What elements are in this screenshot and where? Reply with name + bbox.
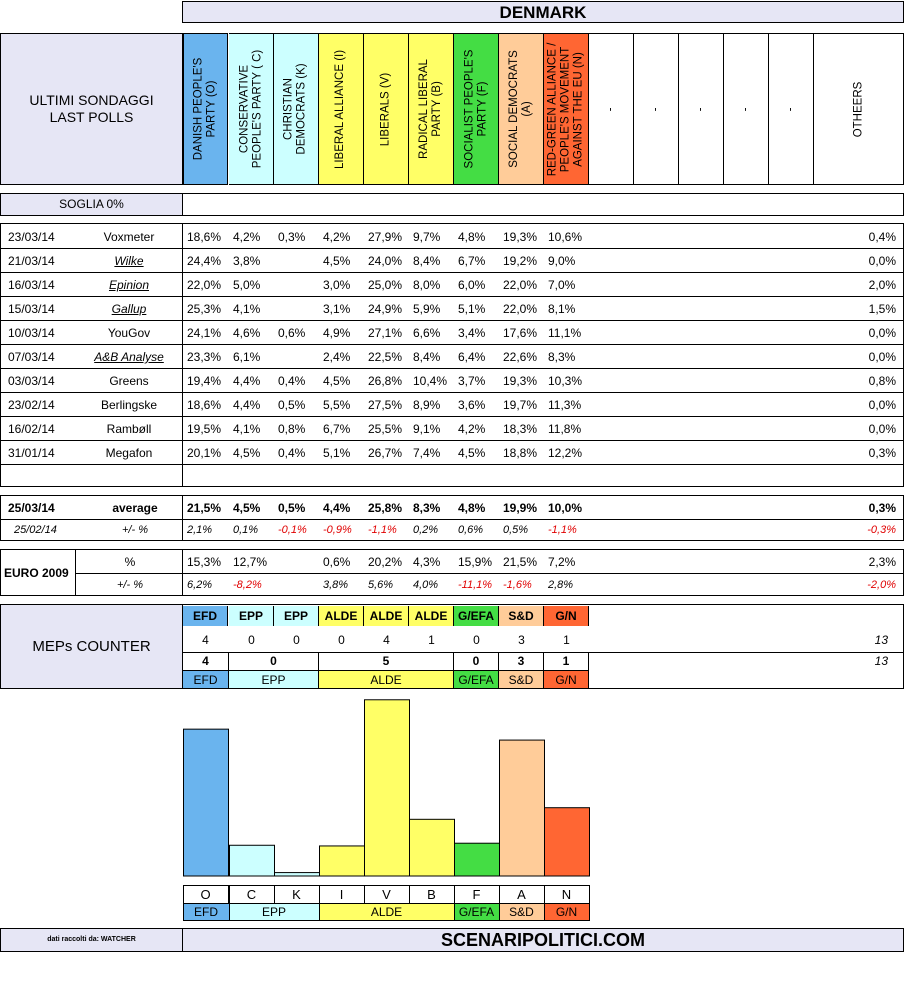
average-others: 0,3% <box>868 501 896 515</box>
chart-bar-F <box>455 843 500 876</box>
euro-value-0: 15,3% <box>187 555 222 569</box>
poll-value-0: 23,3% <box>187 350 222 364</box>
chart-group-label: ALDE <box>370 905 403 919</box>
poll-value-8: 8,3% <box>548 350 576 364</box>
poll-value-7: 19,7% <box>503 398 538 412</box>
average-diff-6: 0,6% <box>458 524 484 536</box>
chart-bar-C <box>230 845 275 876</box>
euro-diff-3: 3,8% <box>323 579 349 591</box>
last-polls-header <box>0 33 183 185</box>
poll-value-0: 24,4% <box>187 254 222 268</box>
poll-value-2: 0,4% <box>278 374 306 388</box>
poll-value-2: 0,6% <box>278 326 306 340</box>
header-line-1: ULTIMI SONDAGGI <box>29 92 154 108</box>
poll-value-3: 3,1% <box>323 302 351 316</box>
poll-value-4: 22,5% <box>368 350 403 364</box>
poll-source: YouGov <box>107 326 151 340</box>
euro-value-5: 4,3% <box>413 555 441 569</box>
poll-value-5: 8,0% <box>413 278 441 292</box>
euro-value-1: 12,7% <box>233 555 268 569</box>
poll-value-8: 7,0% <box>548 278 576 292</box>
chart-category-label: K <box>292 887 301 902</box>
poll-value-2: 0,3% <box>278 230 306 244</box>
poll-source[interactable]: Wilke <box>114 254 144 268</box>
meps-grouped-value: 0 <box>454 653 499 670</box>
site-name: SCENARIPOLITICI.COM <box>182 928 904 952</box>
euro-2009-label: EURO 2009 <box>4 566 69 580</box>
meps-group-1: EPP <box>229 606 274 626</box>
poll-others: 0,0% <box>868 422 896 436</box>
poll-value-7: 19,3% <box>503 230 538 244</box>
chart-category-label: B <box>427 887 436 902</box>
poll-value-5: 6,6% <box>413 326 441 340</box>
party-header-13 <box>769 33 814 185</box>
party-header-4 <box>364 33 409 185</box>
chart-category-label: C <box>246 887 257 902</box>
poll-value-8: 8,1% <box>548 302 576 316</box>
diff-label: +/- % <box>122 524 148 536</box>
euro-others: 2,3% <box>868 555 896 569</box>
row-divider <box>0 368 904 369</box>
euro-value-6: 15,9% <box>458 555 493 569</box>
meps-group-3: ALDE <box>319 606 364 626</box>
poll-others: 2,0% <box>868 278 896 292</box>
meps-seat-4: 4 <box>383 633 390 647</box>
poll-value-3: 4,9% <box>323 326 351 340</box>
poll-value-1: 4,5% <box>233 446 261 460</box>
chart-bar-N <box>545 808 590 876</box>
poll-others: 1,5% <box>868 302 896 316</box>
party-header-label: - <box>604 107 617 111</box>
party-header-label: - <box>739 107 752 111</box>
meps-group-5: ALDE <box>409 606 454 626</box>
meps-group-0: EFD <box>183 606 228 626</box>
euro-diff-4: 5,6% <box>368 579 394 591</box>
poll-value-3: 4,5% <box>323 374 351 388</box>
average-diff-4: -1,1% <box>368 524 397 536</box>
euro-diff-2 <box>274 575 319 595</box>
poll-date: 03/03/14 <box>8 374 55 388</box>
poll-value-0: 24,1% <box>187 326 222 340</box>
meps-grouped-total: 13 <box>874 654 888 668</box>
poll-value-7: 19,2% <box>503 254 538 268</box>
party-header-label: - <box>784 107 797 111</box>
poll-value-7: 22,0% <box>503 278 538 292</box>
party-header-8 <box>544 33 589 185</box>
poll-value-6: 3,6% <box>458 398 486 412</box>
poll-source: Megafon <box>105 446 153 460</box>
chart-category-label: N <box>561 887 572 902</box>
meps-seat-6: 0 <box>473 633 480 647</box>
party-header-7 <box>499 33 544 185</box>
meps-grouped-label: EFD <box>183 670 229 688</box>
poll-value-1: 4,4% <box>233 398 261 412</box>
euro-pct-label: % <box>124 555 136 569</box>
poll-value-3: 5,1% <box>323 446 351 460</box>
poll-source[interactable]: Gallup <box>111 302 147 316</box>
chart-category-label: O <box>200 887 211 902</box>
party-header-label: SOCIALIST PEOPLE'S PARTY (F) <box>463 49 489 169</box>
poll-value-4: 25,0% <box>368 278 403 292</box>
row-divider <box>0 272 904 273</box>
poll-value-1: 4,6% <box>233 326 261 340</box>
row-divider <box>0 392 904 393</box>
euro-diff-1: -8,2% <box>233 579 262 591</box>
poll-value-1: 5,0% <box>233 278 261 292</box>
euro-value-2 <box>274 552 319 572</box>
header-line-2: LAST POLLS <box>49 109 134 125</box>
euro-value-8: 7,2% <box>548 555 576 569</box>
poll-value-6: 6,7% <box>458 254 486 268</box>
poll-value-0: 18,6% <box>187 230 222 244</box>
chart-bar-I <box>320 846 365 876</box>
chart-group-label: G/N <box>555 905 578 919</box>
poll-date: 16/02/14 <box>8 422 55 436</box>
poll-value-4: 26,8% <box>368 374 403 388</box>
poll-others: 0,0% <box>868 254 896 268</box>
poll-others: 0,3% <box>868 446 896 460</box>
chart-category-label: I <box>339 887 344 902</box>
poll-value-0: 19,5% <box>187 422 222 436</box>
meps-seat-1: 0 <box>248 633 255 647</box>
poll-value-8: 9,0% <box>548 254 576 268</box>
poll-value-5: 9,1% <box>413 422 441 436</box>
poll-value-8: 10,6% <box>548 230 583 244</box>
average-date: 25/03/14 <box>8 501 55 515</box>
average-value-4: 25,8% <box>368 501 403 515</box>
poll-value-3: 4,2% <box>323 230 351 244</box>
euro-diff-label: +/- % <box>117 579 143 591</box>
euro-value-7: 21,5% <box>503 555 538 569</box>
party-header-6 <box>454 33 499 185</box>
average-label: average <box>112 501 158 515</box>
meps-grouped-value: 3 <box>499 653 544 670</box>
euro-value-4: 20,2% <box>368 555 403 569</box>
poll-value-7: 22,6% <box>503 350 538 364</box>
euro-diff-5: 4,0% <box>413 579 439 591</box>
chart-bar-O <box>184 729 229 876</box>
poll-value-3: 4,5% <box>323 254 351 268</box>
average-diff-8: -1,1% <box>548 524 577 536</box>
poll-others: 0,4% <box>868 230 896 244</box>
poll-value-0: 22,0% <box>187 278 222 292</box>
poll-value-5: 8,4% <box>413 350 441 364</box>
average-diff-2: -0,1% <box>278 524 307 536</box>
row-divider <box>0 344 904 345</box>
poll-source[interactable]: A&B Analyse <box>94 350 164 364</box>
poll-source: Rambøll <box>106 422 152 436</box>
party-header-3 <box>319 33 364 185</box>
party-header-2 <box>274 33 319 185</box>
average-value-8: 10,0% <box>548 501 583 515</box>
poll-value-8: 12,2% <box>548 446 583 460</box>
chart-group-label: S&D <box>509 905 534 919</box>
poll-value-1: 4,1% <box>233 302 261 316</box>
poll-value-8: 11,8% <box>548 422 582 436</box>
meps-seat-8: 1 <box>563 633 570 647</box>
poll-value-6: 4,8% <box>458 230 486 244</box>
meps-grouped-label: ALDE <box>319 670 454 688</box>
poll-value-7: 18,3% <box>503 422 538 436</box>
poll-value-4: 24,9% <box>368 302 403 316</box>
meps-group-7: S&D <box>499 606 544 626</box>
poll-date: 10/03/14 <box>8 326 55 340</box>
row-divider <box>0 440 904 441</box>
poll-average-chart <box>0 690 908 926</box>
party-header-9 <box>589 33 634 185</box>
party-header-12 <box>724 33 769 185</box>
party-header-0 <box>183 33 228 185</box>
meps-grouped-value: 0 <box>229 653 319 670</box>
party-header-label: - <box>694 107 707 111</box>
meps-total: 13 <box>874 633 888 647</box>
chart-group-label: G/EFA <box>458 905 495 919</box>
chart-group-label: EFD <box>194 905 218 919</box>
poll-value-1: 4,2% <box>233 230 261 244</box>
poll-value-2 <box>274 274 319 296</box>
poll-value-3: 2,4% <box>323 350 351 364</box>
poll-others: 0,0% <box>868 350 896 364</box>
poll-value-1: 6,1% <box>233 350 261 364</box>
party-header-10 <box>634 33 679 185</box>
poll-source: Greens <box>109 374 149 388</box>
average-value-3: 4,4% <box>323 501 351 515</box>
poll-value-5: 7,4% <box>413 446 441 460</box>
poll-date: 21/03/14 <box>8 254 55 268</box>
row-divider <box>0 464 904 465</box>
average-value-5: 8,3% <box>413 501 441 515</box>
meps-seat-0: 4 <box>202 633 209 647</box>
party-header-1 <box>229 33 274 185</box>
chart-group-label: EPP <box>261 905 287 919</box>
poll-value-5: 9,7% <box>413 230 441 244</box>
meps-grouped-label: S&D <box>499 670 544 688</box>
poll-value-3: 6,7% <box>323 422 351 436</box>
poll-source: Voxmeter <box>103 230 155 244</box>
poll-date: 16/03/14 <box>8 278 55 292</box>
poll-others: 0,0% <box>868 326 896 340</box>
poll-value-1: 4,4% <box>233 374 261 388</box>
euro-diff-others: -2,0% <box>867 579 896 591</box>
poll-value-6: 6,0% <box>458 278 486 292</box>
threshold-label: SOGLIA 0% <box>0 193 183 216</box>
average-value-2: 0,5% <box>278 501 306 515</box>
poll-value-5: 8,4% <box>413 254 441 268</box>
data-credit: dati raccolti da: WATCHER <box>0 928 183 952</box>
chart-bar-B <box>410 819 455 876</box>
row-divider <box>0 416 904 417</box>
poll-value-2: 0,5% <box>278 398 306 412</box>
euro-value-3: 0,6% <box>323 555 351 569</box>
poll-value-0: 19,4% <box>187 374 222 388</box>
euro-diff-6: -11,1% <box>458 579 493 591</box>
meps-grouped-value: 5 <box>319 653 454 670</box>
party-header-label: - <box>649 107 662 111</box>
diff-others: -0,3% <box>867 524 896 536</box>
poll-value-4: 24,0% <box>368 254 403 268</box>
poll-value-7: 17,6% <box>503 326 538 340</box>
poll-value-6: 4,5% <box>458 446 486 460</box>
poll-value-6: 5,1% <box>458 302 486 316</box>
poll-value-4: 27,1% <box>368 326 403 340</box>
poll-value-4: 25,5% <box>368 422 403 436</box>
meps-seat-7: 3 <box>518 633 525 647</box>
party-header-14 <box>814 33 904 185</box>
poll-others: 0,8% <box>868 374 896 388</box>
poll-value-7: 18,8% <box>503 446 538 460</box>
party-header-label: CHRISTIAN DEMOCRATS (K) <box>283 63 308 155</box>
chart-category-label: F <box>472 887 481 902</box>
poll-value-2 <box>274 346 319 368</box>
poll-date: 23/03/14 <box>8 230 55 244</box>
meps-group-6: G/EFA <box>454 606 499 626</box>
poll-value-0: 18,6% <box>187 398 222 412</box>
meps-group-4: ALDE <box>364 606 409 626</box>
average-diff-7: 0,5% <box>503 524 529 536</box>
poll-value-4: 27,9% <box>368 230 403 244</box>
chart-bar-A <box>500 740 545 876</box>
poll-source[interactable]: Epinion <box>108 278 150 292</box>
poll-value-8: 11,3% <box>548 398 582 412</box>
chart-category-label: A <box>517 887 526 902</box>
poll-date: 07/03/14 <box>8 350 55 364</box>
poll-value-2 <box>274 298 319 320</box>
poll-source: Berlingske <box>100 398 158 412</box>
poll-others: 0,0% <box>868 398 896 412</box>
chart-category-label: V <box>382 887 391 902</box>
poll-date: 31/01/14 <box>8 446 55 460</box>
chart-bar-K <box>275 873 320 876</box>
party-header-11 <box>679 33 724 185</box>
average-diff-3: -0,9% <box>323 524 352 536</box>
euro-diff-7: -1,6% <box>503 579 532 591</box>
poll-value-6: 3,7% <box>458 374 486 388</box>
poll-value-1: 4,1% <box>233 422 261 436</box>
row-divider <box>0 296 904 297</box>
party-header-label: LIBERALS (V) <box>379 72 392 146</box>
euro-diff-8: 2,8% <box>548 579 574 591</box>
row-divider <box>75 573 904 574</box>
poll-value-2 <box>274 250 319 272</box>
poll-value-6: 6,4% <box>458 350 486 364</box>
average-diff-1: 0,1% <box>233 524 259 536</box>
average-value-1: 4,5% <box>233 501 261 515</box>
poll-value-7: 19,3% <box>503 374 538 388</box>
meps-grouped-label: G/EFA <box>454 670 499 688</box>
party-header-label: OTHEERS <box>852 81 864 137</box>
party-header-label: RADICAL LIBERAL PARTY (B) <box>418 59 444 159</box>
poll-value-8: 10,3% <box>548 374 583 388</box>
poll-value-3: 3,0% <box>323 278 351 292</box>
row-divider <box>0 248 904 249</box>
party-header-label: SOCIAL DEMOCRATS (A) <box>508 50 534 168</box>
party-header-label: RED-GREEN ALLIANCE / PEOPLE'S MOVEMENT AGAINST THE EU (N) <box>546 42 585 176</box>
meps-grouped-value: 4 <box>183 653 229 670</box>
meps-seat-5: 1 <box>428 633 435 647</box>
party-header-label: CONSERVATIVE PEOPLE'S PARTY ( C) <box>238 49 264 169</box>
average-value-7: 19,9% <box>503 501 538 515</box>
average-value-6: 4,8% <box>458 501 486 515</box>
poll-value-6: 3,4% <box>458 326 486 340</box>
poll-value-6: 4,2% <box>458 422 486 436</box>
poll-date: 15/03/14 <box>8 302 55 316</box>
party-header-label: DANISH PEOPLE'S PARTY (O) <box>192 57 218 161</box>
poll-value-5: 10,4% <box>413 374 448 388</box>
meps-grouped-label: G/N <box>544 670 589 688</box>
page-title: DENMARK <box>182 1 904 23</box>
poll-date: 23/02/14 <box>8 398 55 412</box>
average-value-0: 21,5% <box>187 501 222 515</box>
meps-group-8: G/N <box>544 606 589 626</box>
meps-grouped-label: EPP <box>229 670 319 688</box>
meps-grouped-value: 1 <box>544 653 589 670</box>
poll-value-5: 8,9% <box>413 398 441 412</box>
threshold-row <box>182 193 904 216</box>
poll-value-5: 5,9% <box>413 302 441 316</box>
average-diff-0: 2,1% <box>187 524 213 536</box>
meps-seat-2: 0 <box>293 633 300 647</box>
previous-date: 25/02/14 <box>14 524 57 536</box>
row-divider <box>0 320 904 321</box>
meps-counter-label: MEPs COUNTER <box>0 604 183 689</box>
poll-value-0: 20,1% <box>187 446 222 460</box>
poll-value-3: 5,5% <box>323 398 351 412</box>
poll-value-4: 26,7% <box>368 446 403 460</box>
poll-value-2: 0,8% <box>278 422 306 436</box>
poll-value-1: 3,8% <box>233 254 261 268</box>
party-header-5 <box>409 33 454 185</box>
euro-diff-0: 6,2% <box>187 579 213 591</box>
poll-value-7: 22,0% <box>503 302 538 316</box>
poll-value-0: 25,3% <box>187 302 222 316</box>
meps-group-2: EPP <box>274 606 319 626</box>
poll-value-4: 27,5% <box>368 398 403 412</box>
poll-value-8: 11,1% <box>548 326 582 340</box>
party-header-label: LIBERAL ALLIANCE (I) <box>334 49 347 169</box>
average-diff-5: 0,2% <box>413 524 439 536</box>
meps-seat-3: 0 <box>338 633 345 647</box>
chart-bar-V <box>365 700 410 876</box>
poll-value-2: 0,4% <box>278 446 306 460</box>
